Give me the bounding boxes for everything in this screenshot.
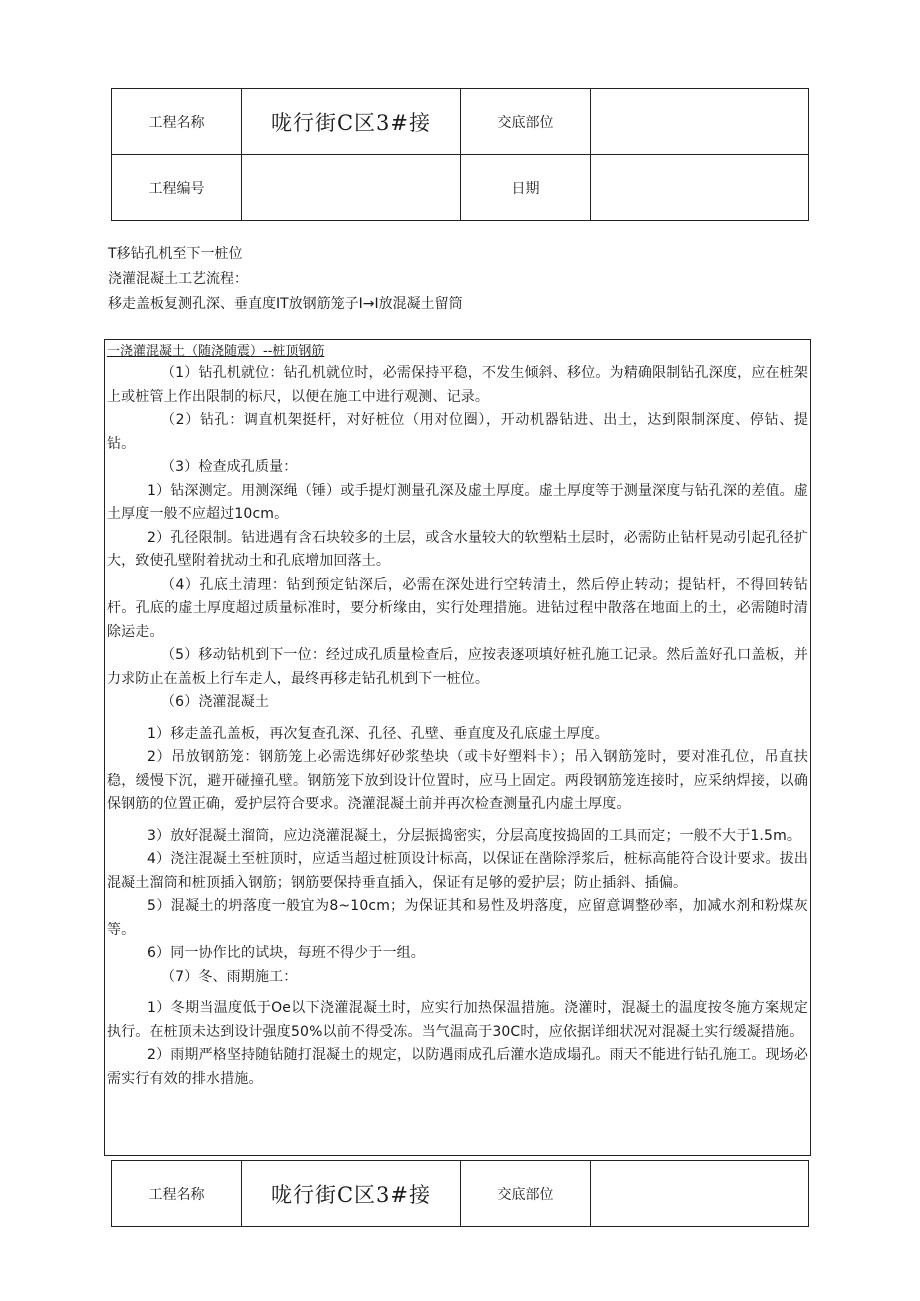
project-name-value: 咙行街C区3#接 <box>242 1161 461 1227</box>
project-name-label: 工程名称 <box>112 89 242 155</box>
paragraph: 1）冬期当温度低于Oe以下浇灌混凝土时，应实行加热保温措施。浇灌时，混凝土的温度按冬施方案规定执行。在桩顶未达到设计强度50%以前不得受冻。当气温高于30C时，应依据详细状况对混凝土实行缓凝措施。 <box>107 1000 808 1040</box>
section-title: 一浇灌混凝土（随浇随震）--桩顶钢筋 <box>107 344 325 359</box>
paragraph: 1）钻深测定。用测深绳（锤）或手提灯测量孔深及虚土厚度。虚土厚度等于测量深度与钻孔深的差值。虚土厚度一般不应超过10cm。 <box>107 482 808 522</box>
intro-line-1: T移钻孔机至下一桩位 <box>108 246 243 262</box>
date-label: 日期 <box>461 155 591 221</box>
handover-part-value <box>591 1161 809 1227</box>
intro-line-3: 移走盖板复测孔深、垂直度IT放钢筋笼子I→I放混凝土留筒 <box>108 296 463 312</box>
paragraph: 3）放好混凝土溜筒，应边浇灌混凝土，分层振捣密实，分层高度按捣固的工具而定；一般不大于1.5m。 <box>147 827 802 844</box>
paragraph: （4）孔底土清理：钻到预定钻深后，必需在深处进行空转清土，然后停止转动；提钻杆，不得回转钻杆。孔底的虚土厚度超过质量标准时，要分析缘由，实行处理措施。进钻过程中散落在地面上的土，必需随时清除运走。 <box>107 576 808 640</box>
handover-part-label: 交底部位 <box>461 1161 591 1227</box>
project-name-label: 工程名称 <box>112 1161 242 1227</box>
paragraph: 1）移走盖孔盖板，再次复查孔深、孔径、孔壁、垂直度及孔底虚土厚度。 <box>147 725 609 742</box>
handover-part-value <box>591 89 809 155</box>
paragraph: 5）混凝土的坍落度一般宜为8~10cm；为保证其和易性及坍落度，应留意调整砂率，加减水剂和粉煤灰等。 <box>107 898 808 938</box>
intro-line-2: 浇灌混凝土工艺流程： <box>108 271 248 287</box>
paragraph: 2）吊放钢筋笼：钢筋笼上必需选绑好砂浆垫块（或卡好塑料卡）；吊入钢筋笼时，要对准孔位，吊直扶稳，缓慢下沉，避开碰撞孔壁。钢筋笼下放到设计位置时，应马上固定。两段钢筋笼连接时，应采纳焊接，以确保钢筋的位置正确，爱护层符合要求。浇灌混凝土前并再次检查测量孔内虚土厚度。 <box>107 749 808 812</box>
content-box <box>104 339 811 1156</box>
header-row-1 <box>112 1161 809 1227</box>
project-name-value: 咙行街C区3#接 <box>242 89 461 155</box>
paragraph: （7）冬、雨期施工： <box>161 968 298 985</box>
paragraph: （2）钻孔：调直机架挺杆，对好桩位（用对位圈），开动机器钻进、出土，达到限制深度、停钻、提钻。 <box>107 412 808 452</box>
paragraph: 2）孔径限制。钻进遇有含石块较多的土层，或含水量较大的软塑粘土层时，必需防止钻杆晃动引起孔径扩大，致使孔壁附着扰动土和孔底增加回落土。 <box>107 529 808 569</box>
paragraph: 2）雨期严格坚持随钻随打混凝土的规定，以防遇雨成孔后灌水造成塌孔。雨天不能进行钻孔施工。现场必需实行有效的排水措施。 <box>107 1047 808 1087</box>
header-row-2 <box>112 155 809 221</box>
date-value <box>591 155 809 221</box>
paragraph: 4）浇注混凝土至桩顶时，应适当超过桩顶设计标高，以保证在凿除浮浆后，桩标高能符合设计要求。拔出混凝土溜筒和桩顶插入钢筋；钢筋要保持垂直插入，保证有足够的爱护层；防止插斜、插偏。 <box>107 851 808 891</box>
paragraph: （5）移动钻机到下一位：经过成孔质量检查后，应按表逐项填好桩孔施工记录。然后盖好孔口盖板，并力求防止在盖板上行车走人，最终再移走钻孔机到下一桩位。 <box>107 647 808 687</box>
paragraph: 6）同一协作比的试块，每班不得少于一组。 <box>147 945 425 961</box>
header-table-repeat <box>111 1160 809 1227</box>
project-no-label: 工程编号 <box>112 155 242 221</box>
header-row-1 <box>112 89 809 155</box>
handover-part-label: 交底部位 <box>461 89 591 155</box>
paragraph: （6）浇灌混凝土 <box>161 694 270 710</box>
paragraph: （3）检查成孔质量： <box>161 459 298 475</box>
header-table <box>111 88 809 221</box>
project-no-value <box>242 155 461 221</box>
paragraph: （1）钻孔机就位：钻孔机就位时，必需保持平稳，不发生倾斜、移位。为精确限制钻孔深度，应在桩架上或桩管上作出限制的标尺，以便在施工中进行观测、记录。 <box>107 365 808 405</box>
